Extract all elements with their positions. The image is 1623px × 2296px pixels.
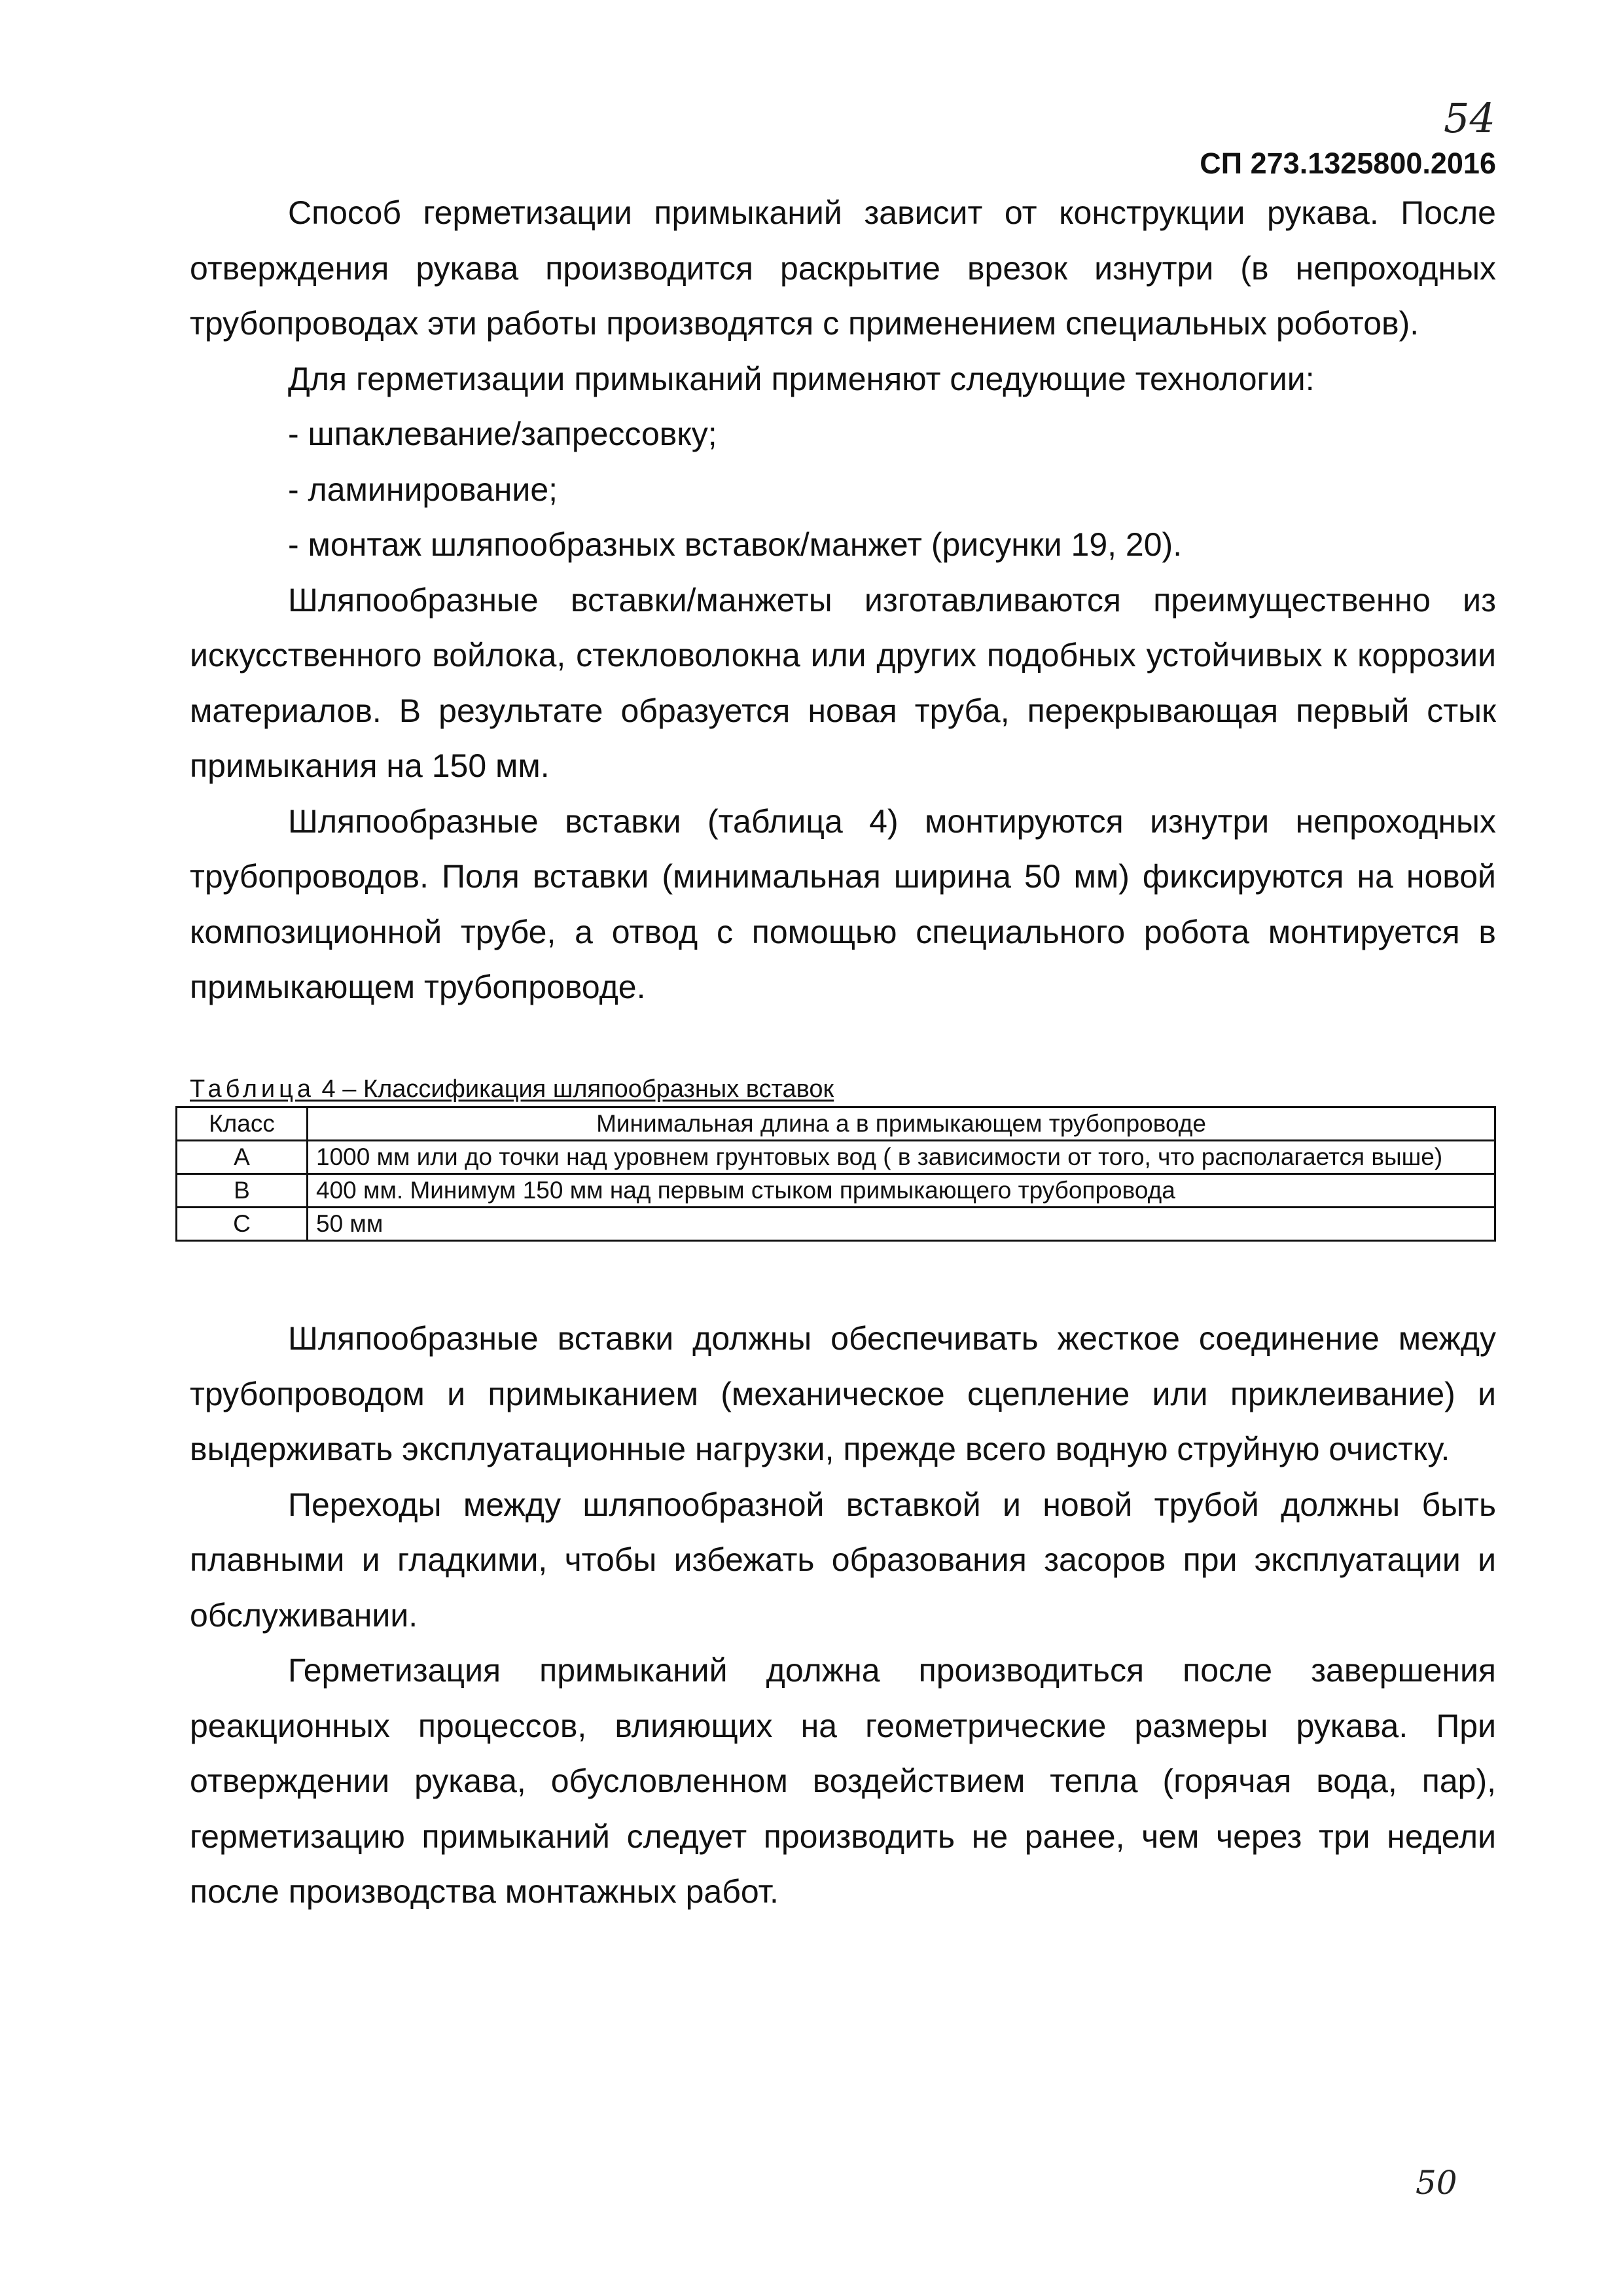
list-item-hat-inserts: - монтаж шляпообразных вставок/манжет (рисунки 19, 20). [288, 526, 1183, 563]
header-min-length: Минимальная длина a в примыкающем трубопроводе [308, 1107, 1495, 1141]
paragraph-insert-mounting: Шляпообразные вставки (таблица 4) монтируются изнутри непроходных трубопроводов. Поля вставки (минимальная ширина 50 мм) фиксируются на новой композиционной трубе, а отвод с помощью специального робота монтируется в примыкающем трубопроводе. [190, 802, 1496, 1005]
handwritten-sheet-number: 54 [1444, 94, 1495, 142]
table-row [177, 1174, 1495, 1208]
paragraph-rigid-connection: Шляпообразные вставки должны обеспечивать жесткое соединение между трубопроводом и примыканием (механическое сцепление или приклеивание) и выдерживать эксплуатационные нагрузки, прежде всего водную струйную очистку. [190, 1320, 1496, 1467]
cell-min-length: 50 мм [308, 1208, 1495, 1241]
page-number: 50 [1416, 2164, 1457, 2202]
list-item-lamination: - ламинирование; [288, 471, 558, 508]
paragraph-insert-materials: Шляпообразные вставки/манжеты изготавливаются преимущественно из искусственного войлока, стекловолокна или других подобных устойчивых к коррозии материалов. В результате образуется новая труба, перекрывающая первый стык примыкания на 150 мм. [190, 581, 1496, 784]
cell-class: A [177, 1141, 308, 1174]
insert-classification-table [175, 1106, 1496, 1242]
paragraph-sealing-method: Способ герметизации примыканий зависит от конструкции рукава. После отверждения рукава производится раскрытие врезок изнутри (в непроходных трубопроводах эти работы производятся с применением специальных роботов). [190, 194, 1496, 342]
text-block-bottom [190, 1311, 1496, 1920]
table-header-row [177, 1107, 1495, 1141]
table-row [177, 1141, 1495, 1174]
cell-class: B [177, 1174, 308, 1208]
header-class: Класс [177, 1107, 308, 1141]
table-caption [190, 1075, 834, 1103]
list-item-puttying: - шпаклевание/запрессовку; [288, 416, 717, 452]
paragraph-sealing-timing: Герметизация примыканий должна производиться после завершения реакционных процессов, влияющих на геометрические размеры рукава. При отверждении рукава, обусловленном воздействием тепла (горячая вода, пар), герметизацию примыканий следует производить не ранее, чем через три недели после производства монтажных работ. [190, 1652, 1496, 1910]
cell-min-length: 1000 мм или до точки над уровнем грунтовых вод ( в зависимости от того, что располагается выше) [308, 1141, 1495, 1174]
paragraph-technologies-intro: Для герметизации примыканий применяют следующие технологии: [288, 360, 1315, 397]
text-block-top [190, 185, 1496, 1015]
paragraph-smooth-transitions: Переходы между шляпообразной вставкой и новой трубой должны быть плавными и гладкими, чтобы избежать образования засоров при эксплуатации и обслуживании. [190, 1486, 1496, 1634]
cell-class: C [177, 1208, 308, 1241]
table-caption-title: 4 – Классификация шляпообразных вставок [315, 1075, 834, 1103]
table-caption-word: Таблица [190, 1075, 315, 1103]
document-code: СП 273.1325800.2016 [1200, 147, 1496, 180]
cell-min-length: 400 мм. Минимум 150 мм над первым стыком примыкающего трубопровода [308, 1174, 1495, 1208]
table-row [177, 1208, 1495, 1241]
